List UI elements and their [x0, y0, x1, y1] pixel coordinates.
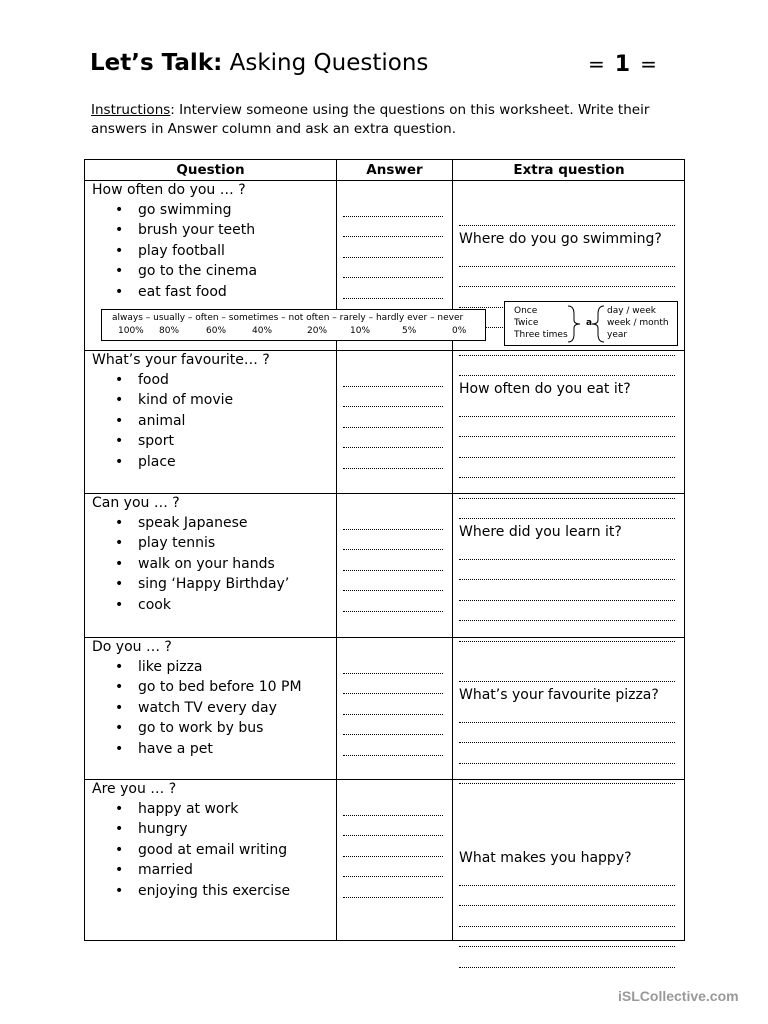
question-item — [115, 700, 277, 716]
question-item-text: happy at work — [138, 801, 239, 817]
bullet-icon: • — [115, 841, 124, 858]
question-item-text: play tennis — [138, 535, 216, 552]
question-item-text: enjoying this exercise — [138, 882, 291, 899]
bullet-icon: • — [115, 740, 124, 757]
section-question: Do you … ? — [92, 639, 172, 655]
instructions — [91, 101, 691, 139]
question-item-text: married — [138, 862, 193, 879]
answer-line[interactable] — [343, 560, 443, 571]
frequency-percent: 0% — [452, 326, 467, 336]
question-item — [115, 515, 248, 531]
column-divider — [452, 160, 453, 940]
question-item — [115, 659, 203, 675]
frequency-percent: 5% — [402, 326, 417, 336]
extra-answer-line[interactable] — [459, 488, 675, 499]
worksheet-number-value: 1 — [614, 52, 631, 77]
question-item-text: go to work by bus — [138, 720, 264, 737]
answer-line[interactable] — [343, 539, 443, 550]
question-item-text: place — [138, 453, 176, 470]
frequency-percent: 100% — [118, 326, 144, 336]
question-item-text: good at email writing — [138, 841, 288, 858]
question-item-text: cook — [138, 596, 171, 613]
section-question: Are you … ? — [92, 781, 177, 797]
answer-line[interactable] — [343, 206, 443, 217]
bullet-icon: • — [115, 821, 124, 838]
question-item-text: brush your teeth — [138, 222, 256, 239]
extra-question: What makes you happy? — [459, 850, 632, 866]
section-question: What’s your favourite… ? — [92, 352, 270, 368]
question-item-text: food — [138, 372, 169, 388]
bullet-icon: • — [115, 433, 124, 450]
header-extra-question: Extra question — [513, 162, 625, 178]
title-rest: Asking Questions — [229, 50, 429, 76]
answer-line[interactable] — [343, 866, 443, 877]
times-a: a — [586, 318, 593, 328]
bullet-icon: • — [115, 882, 124, 899]
bullet-icon: • — [115, 222, 124, 239]
question-item-text: go to the cinema — [138, 263, 258, 280]
extra-answer-line[interactable] — [459, 256, 675, 267]
extra-answer-line[interactable] — [459, 753, 675, 764]
extra-question: Where did you learn it? — [459, 524, 622, 540]
answer-line[interactable] — [343, 601, 443, 612]
extra-answer-line[interactable] — [459, 406, 675, 417]
answer-line[interactable] — [343, 437, 443, 448]
extra-answer-line[interactable] — [459, 467, 675, 478]
question-item — [115, 597, 171, 613]
bullet-icon: • — [115, 596, 124, 613]
instructions-text: : Interview someone using the questions on this worksheet. Write their answers in Answer column and ask an extra question. — [91, 102, 650, 137]
bullet-icon: • — [115, 515, 124, 531]
question-item-text: animal — [138, 412, 186, 429]
answer-line[interactable] — [343, 887, 443, 898]
bullet-icon: • — [115, 801, 124, 817]
question-item — [115, 741, 213, 757]
header-divider — [85, 180, 684, 181]
bullet-icon: • — [115, 453, 124, 470]
times-period: day / week — [607, 306, 656, 316]
extra-answer-line[interactable] — [459, 936, 675, 947]
watermark: iSLCollective.com — [618, 988, 739, 1004]
extra-answer-line[interactable] — [459, 895, 675, 906]
frequency-percent: 60% — [206, 326, 227, 336]
bullet-icon: • — [115, 862, 124, 879]
extra-answer-line[interactable] — [459, 875, 675, 886]
extra-answer-line[interactable] — [459, 345, 675, 356]
worksheet-table — [84, 159, 685, 941]
extra-answer-line[interactable] — [459, 569, 675, 580]
question-item — [115, 821, 188, 837]
column-divider — [336, 160, 337, 940]
bullet-icon: • — [115, 555, 124, 572]
times-twice: Twice — [514, 318, 539, 328]
answer-line[interactable] — [343, 247, 443, 258]
question-item-text: sport — [138, 433, 174, 450]
frequency-percent: 80% — [159, 326, 180, 336]
bullet-icon: • — [115, 576, 124, 593]
extra-answer-line[interactable] — [459, 447, 675, 458]
answer-line[interactable] — [343, 805, 443, 816]
extra-answer-line[interactable] — [459, 276, 675, 287]
question-item-text: speak Japanese — [138, 515, 248, 531]
frequency-scale — [101, 309, 486, 341]
question-item-text: kind of movie — [138, 392, 234, 409]
answer-line[interactable] — [343, 417, 443, 428]
answer-line[interactable] — [343, 745, 443, 756]
bullet-icon: • — [115, 720, 124, 737]
frequency-percent: 10% — [350, 326, 371, 336]
extra-answer-line[interactable] — [459, 215, 675, 226]
question-item-text: walk on your hands — [138, 555, 275, 572]
question-item — [115, 202, 231, 218]
extra-answer-line[interactable] — [459, 426, 675, 437]
times-once: Once — [514, 306, 538, 316]
extra-answer-line[interactable] — [459, 712, 675, 723]
question-item-text: sing ‘Happy Birthday’ — [138, 576, 290, 593]
bullet-icon: • — [115, 679, 124, 696]
answer-line[interactable] — [343, 519, 443, 530]
question-item — [115, 433, 174, 449]
bullet-icon: • — [115, 699, 124, 716]
answer-line[interactable] — [343, 683, 443, 694]
answer-line[interactable] — [343, 458, 443, 469]
question-item — [115, 842, 287, 858]
extra-answer-line[interactable] — [459, 773, 675, 784]
question-item — [115, 284, 227, 300]
bullet-icon: • — [115, 202, 124, 218]
question-item-text: eat fast food — [138, 283, 227, 300]
answer-line[interactable] — [343, 580, 443, 591]
question-item — [115, 801, 238, 817]
question-item — [115, 243, 225, 259]
extra-answer-line[interactable] — [459, 671, 675, 682]
answer-line[interactable] — [343, 267, 443, 278]
extra-answer-line[interactable] — [459, 549, 675, 560]
question-item — [115, 679, 302, 695]
times-three: Three times — [514, 330, 568, 340]
question-item — [115, 535, 215, 551]
times-box — [504, 301, 678, 346]
question-item — [115, 862, 193, 878]
section-question: Can you … ? — [92, 495, 180, 511]
extra-answer-line[interactable] — [459, 365, 675, 376]
bullet-icon: • — [115, 372, 124, 388]
extra-answer-line[interactable] — [459, 631, 675, 642]
question-item-text: play football — [138, 242, 225, 259]
question-item-text: go to bed before 10 PM — [138, 679, 302, 696]
extra-answer-line[interactable] — [459, 610, 675, 621]
bullet-icon: • — [115, 392, 124, 409]
section-question: How often do you … ? — [92, 182, 246, 198]
frequency-percent: 40% — [252, 326, 273, 336]
title-bold: Let’s Talk: — [90, 50, 223, 76]
extra-answer-line[interactable] — [459, 508, 675, 519]
worksheet-title — [90, 50, 428, 76]
extra-question: How often do you eat it? — [459, 381, 631, 397]
question-item-text: like pizza — [138, 659, 203, 675]
question-item-text: hungry — [138, 821, 188, 838]
bullet-icon: • — [115, 535, 124, 552]
bullet-icon: • — [115, 242, 124, 259]
bullet-icon: • — [115, 263, 124, 280]
bullet-icon: • — [115, 659, 124, 675]
question-item — [115, 413, 185, 429]
question-item — [115, 576, 289, 592]
extra-answer-line[interactable] — [459, 916, 675, 927]
extra-answer-line[interactable] — [459, 957, 675, 968]
bullet-icon: • — [115, 283, 124, 300]
question-item — [115, 883, 290, 899]
answer-line[interactable] — [343, 396, 443, 407]
answer-line[interactable] — [343, 376, 443, 387]
question-item — [115, 392, 233, 408]
question-item — [115, 556, 275, 572]
question-item — [115, 720, 263, 736]
bullet-icon: • — [115, 412, 124, 429]
question-item — [115, 263, 257, 279]
question-item-text: go swimming — [138, 202, 232, 218]
answer-line[interactable] — [343, 825, 443, 836]
question-item — [115, 222, 255, 238]
extra-answer-line[interactable] — [459, 590, 675, 601]
question-item-text: have a pet — [138, 740, 213, 757]
times-period: year — [607, 330, 628, 340]
header-answer: Answer — [366, 162, 423, 178]
answer-line[interactable] — [343, 846, 443, 857]
answer-line[interactable] — [343, 704, 443, 715]
worksheet-number: = 1 = — [588, 52, 657, 77]
question-item-text: watch TV every day — [138, 699, 277, 716]
header-question: Question — [176, 162, 245, 178]
answer-line[interactable] — [343, 724, 443, 735]
frequency-percent: 20% — [307, 326, 328, 336]
answer-line[interactable] — [343, 226, 443, 237]
instructions-label: Instructions — [91, 102, 171, 118]
extra-question: What’s your favourite pizza? — [459, 687, 659, 703]
answer-line[interactable] — [343, 288, 443, 299]
extra-question: Where do you go swimming? — [459, 231, 662, 247]
frequency-words: always – usually – often – sometimes – not often – rarely – hardly ever – never — [112, 313, 464, 323]
question-item — [115, 454, 176, 470]
extra-answer-line[interactable] — [459, 732, 675, 743]
times-period: week / month — [607, 318, 669, 328]
answer-line[interactable] — [343, 663, 443, 674]
question-item — [115, 372, 169, 388]
